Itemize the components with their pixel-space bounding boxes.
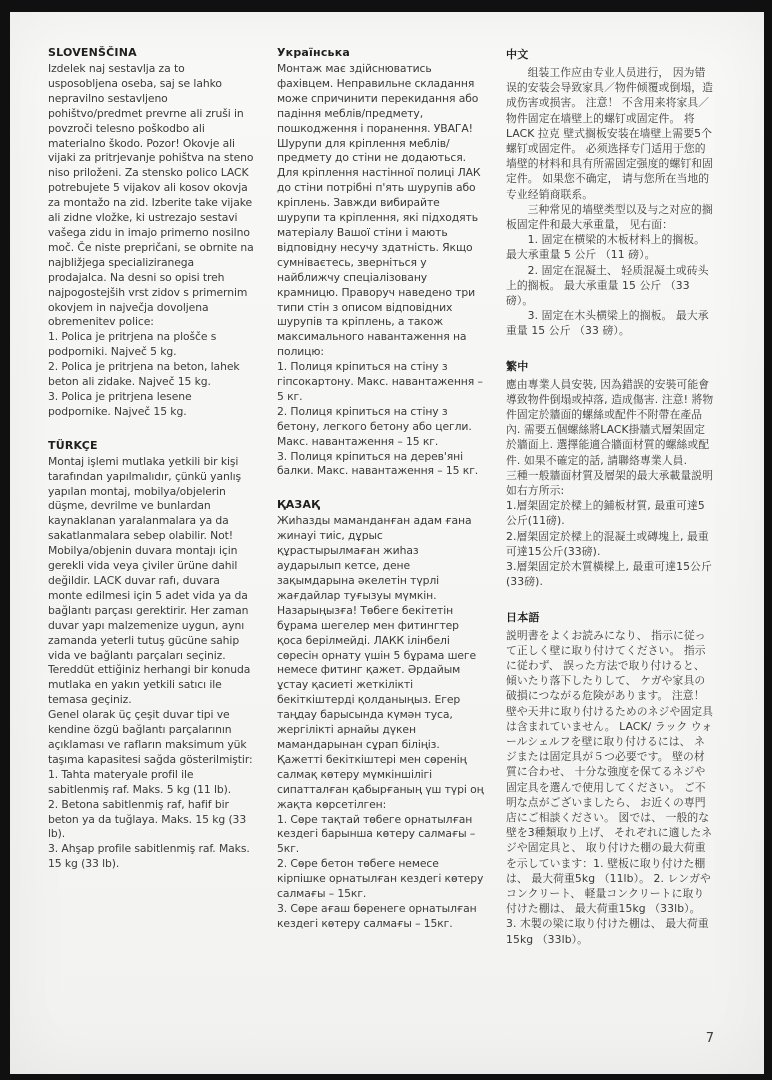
list-item-3: 3. Polica je pritrjena lesene podpornike. Največ 15 kg. [48,389,192,418]
list-item-3: 3. Полиця кріпиться на дерев'яні балки. Макс. навантаження – 15 кг. [277,449,479,478]
paragraph: Izdelek naj sestavlja za to usposobljena oseba, saj se lahko nepravilno sestavljeno pohištvo/predmet prevrne ali zruši in povzroči telesno poškodbo ali materialno škodo. Pozor! Okovje ali vijaki za pritrjevanje pohištva na steno niso priloženi. Za stensko polico LACK potrebujete 5 vijakov ali kosov okovja za montažo na zid. Izberite take vijake ali zidne vložke, ki ustrezajo sestavi vašega zidu in imajo primerno nosilno moč. Če niste prepričani, se obrnite na najbližjega specializiranega prodajalca. Na desni so opisi treh najpogostejših vrst zidov s primernim okovjem in največja dovoljena obremenitev police: [48,62,254,329]
list-item-1: 1. 固定在横梁的木板材料上的搁板。 最大承重量 5 公斤 （11 磅）。 [506,233,706,262]
list-item-2: 2. Полиця кріпиться на стіну з бетону, легкого бетону або цегли. Макс. навантаження – 15 кг. [277,404,472,448]
multilingual-instructions [48,46,714,966]
section-ukrainska [277,46,485,479]
list-item-3: 3. Сөре ағаш бөренеге орнатылған кездегі көтеру салмағы – 15кг. [277,901,477,930]
list-item-1: 1. Tahta materyale profil ile sabitlenmiş raf. Maks. 5 kg (11 lb). [48,767,232,796]
column-1 [48,46,256,966]
list-item-3: 3. 固定在木头横梁上的搁板。 最大承重量 15 公斤 （33 磅）。 [506,309,709,338]
list-item-1: 1. Polica je pritrjena na plošče s podporniki. Največ 5 kg. [48,330,217,359]
section-simplified-chinese [506,46,714,339]
paragraph: 説明書をよくお読みになり、 指示に従って正しく壁に取り付けてください。 指示に従わず、 誤った方法で取り付けると、 傾いたり落下したりして、 ケガや家具の破損につながる危険があります。 注意！壁や天井に取り付けるためのネジや固定具は含まれていません。 LACK/ ラック ウォールシェルフを壁に取り付けるには、 ネジまたは固定具が５つ必要です。 壁の材質に合わせ、 十分な強度を保てるネジや固定具を選んで使用してください。 ご不明な点がございましたら、 お近くの専門店にご相談ください。 図では、 一般的な壁を3種類取り上げ、 それぞれに適したネジや固定具と、 取り付けた棚の最大荷重を示しています：1. 壁板に取り付けた棚は、 最大荷重5kg （11lb）。 2. レンガやコンクリート、 軽量コンクリートに取り付けた棚は、 最大荷重15kg （33lb）。 3. 木製の梁に取り付けた棚は、 最大荷重 15kg （33lb）。 [506,628,714,946]
section-heading-ukrainska: Українська [277,46,350,59]
list-item-2: 2. Betona sabitlenmiş raf, hafif bir beton ya da tuğlaya. Maks. 15 kg (33 lb). [48,797,247,841]
section-heading-turkce: TÜRKÇE [48,438,98,452]
paragraph: Жиһазды маманданған адам ғана жинауі тиіс, дұрыс құрастырылмаған жиһаз аударылып кетсе, дене зақымдарына әкелетін түрлі жағдайлар туғызуы мүмкін. Назарыңызға! Төбеге бекітетін бұрама шегелер мен фитингтер қоса берілмейді. ЛАКК ілінбелі сөресін орнату үшін 5 бұрама шеге немесе фитинг қажет. Әрдайым ұстау қасиеті жеткілікті бекіткіштерді қолданыңыз. Егер таңдау барысында күмән туса, жергілікті арнайы дүкен мамандарынан сұрап біліңіз. Қажетті бекіткіштері мен сөренің салмақ көтеру мүмкіншілігі сипатталған қабырғаның үш түрі оң жақта көрсетілген: [277,514,484,811]
paragraph: 组装工作应由专业人员进行， 因为错误的安装会导致家具／物件倾覆或倒塌，造成伤害或损害。 注意！ 不含用来将家具／物件固定在墙壁上的螺钉或固定件。 将 LACK 拉克 壁式搁板安装在墙壁上需要5个螺钉或固定件。 必须选择专门适用于您的墙壁的材料和具有所需固定强度的螺钉和固定件。 如果您不确定， 请与您所在当地的专业经销商联系。 [506,66,714,201]
section-slovenscina [48,46,256,420]
paragraph: 三種一般牆面材質及層架的最大承載量説明如右方所示: [506,468,714,498]
column-2 [277,46,485,966]
section-heading-fanzhong: 繁中 [506,359,529,373]
paragraph: Montaj işlemi mutlaka yetkili bir kişi tarafından yapılmalıdır, çünkü yanlış yapılan montaj, mobilya/objelerin düşme, devrilme ve bunlardan kaynaklanan yaralanmalara ya da sakatlanmalara sebep olabilir. Not! Mobilya/objenin duvara montajı için gerekli vida veya çiviler ürüne dahil değildir. LACK duvar rafı, duvara monte edilmesi için 5 adet vida ya da bağlantı parçası gerektirir. Her zaman duvar yapı malzemenize uygun, aynı zamanda yeterli tutuş gücüne sahip vida ve bağlantı parçaları seçiniz. Tereddüt ettiğiniz herhangi bir konuda mutlaka en yakın yetkili satıcı ile temasa geçiniz. [48,454,251,707]
section-kazak [277,498,485,931]
section-turkce [48,439,256,872]
list-item-2: 2. Сөре бетон төбеге немесе кірпішке орнатылған кездегі көтеру салмағы – 15кг. [277,857,484,901]
section-traditional-chinese [506,358,714,590]
section-heading-nihongo: 日本語 [506,610,540,624]
paragraph: Genel olarak üç çeşit duvar tipi ve kendine özgü bağlantı parçalarının açıklaması ve rafların maksimum yük taşıma kapasitesi sağda gösterilmiştir: [48,708,253,766]
paragraph: 三种常见的墙壁类型以及与之对应的搁板固定件和最大承重量， 见右面： [506,202,713,232]
section-japanese [506,609,714,947]
section-heading-kazak: ҚАЗАҚ [277,498,320,512]
paragraph: 應由專業人員安裝, 因為錯誤的安裝可能會導致物件倒塌或掉落, 造成傷害. 注意! 將物件固定於牆面的螺絲或配件不附帶在產品內. 需要五個螺絲將LACK掛牆式層架固定於牆面上. 選擇能適合牆面材質的螺絲或配件. 如果不確定的話, 請聯絡專業人員. [506,377,714,467]
list-item-2: 2. Polica je pritrjena na beton, lahek beton ali zidake. Največ 15 kg. [48,360,240,389]
section-heading-zhongwen: 中文 [506,48,529,61]
list-item-1: 1. Сөре тақтай төбеге орнатылған кездегі барынша көтеру салмағы – 5кг. [277,812,476,856]
section-heading-slovenscina: SLOVENŠČINA [48,46,137,59]
paragraph: Монтаж має здійснюватись фахівцем. Неправильне складання може спричинити перекидання або падіння меблів/предмету, пошкодження і поранення. УВАГА! Шурупи для кріплення меблів/предмету до стіни не додаються. Для кріплення настінної полиці ЛАК до стіни потрібні п'ять шурупів або кріплень. Завжди вибирайте шурупи та кріплення, які підходять матеріалу Вашої стіни і мають відповідну несучу здатність. Якщо сумніваєтесь, зверніться у найближчу спеціалізовану крамницю. Праворуч наведено три типи стін з описом відповідних шурупів та кріплень, а також максимального навантаження на полицю: [277,62,481,359]
list-item-3: 3.層架固定於木質橫樑上, 最重可達15公斤(33磅). [506,560,712,589]
list-item-2: 2. 固定在混凝土、 轻质混凝土或砖头上的搁板。 最大承重量 15 公斤 （33 磅）。 [506,263,709,308]
list-item-3: 3. Ahşap profile sabitlenmiş raf. Maks. 15 kg (33 lb). [48,842,250,871]
list-item-1: 1. Полиця кріпиться на стіну з гіпсокартону. Макс. навантаження – 5 кг. [277,360,483,403]
column-3 [506,46,714,966]
page-number: 7 [705,1031,714,1046]
list-item-1: 1.層架固定於樑上的鋪板材質, 最重可達5公斤(11磅). [506,499,705,528]
document-page [10,12,764,1074]
list-item-2: 2.層架固定於樑上的混凝土或磚塊上, 最重可達15公斤(33磅). [506,529,709,558]
